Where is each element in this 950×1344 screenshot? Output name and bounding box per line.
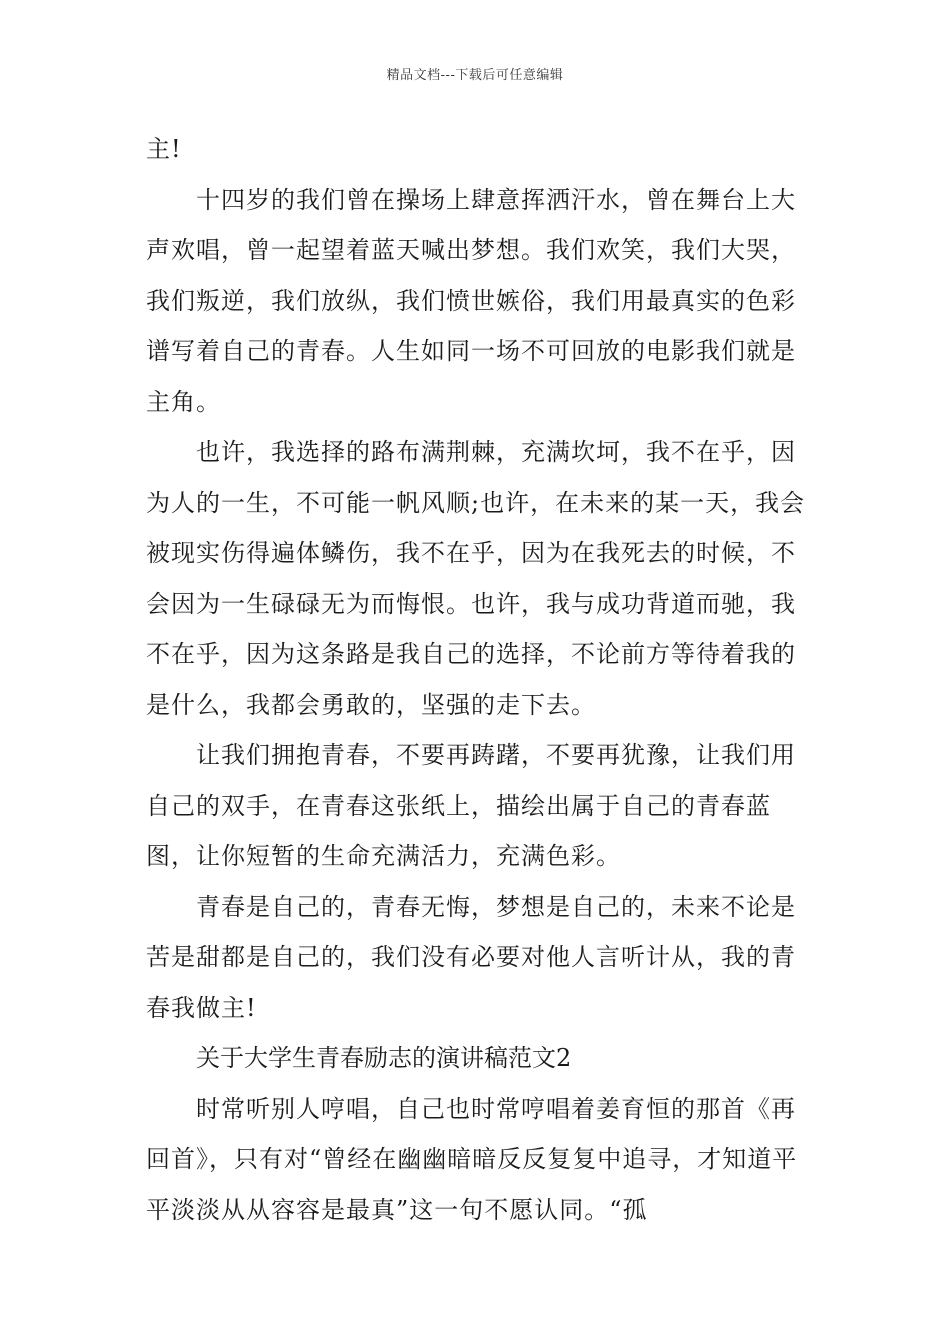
paragraph: 青春是自己的，青春无悔，梦想是自己的，未来不论是苦是甜都是自己的，我们没有必要对他人言听计从，我的青春我做主! [146, 892, 796, 1022]
paragraph: 主! [146, 135, 182, 163]
document-body [146, 124, 806, 1235]
page-header: 精品文档---下载后可任意编辑 [386, 68, 564, 83]
paragraph: 让我们拥抱青春，不要再踌躇，不要再犹豫，让我们用自己的双手，在青春这张纸上，描绘出属于自己的青春蓝图，让你短暂的生命充满活力，充满色彩。 [146, 741, 796, 870]
paragraph: 十四岁的我们曾在操场上肆意挥洒汗水，曾在舞台上大声欢唱，曾一起望着蓝天喊出梦想。我们欢笑，我们大哭，我们叛逆，我们放纵，我们愤世嫉俗，我们用最真实的色彩谱写着自己的青春。人生如同一场不可回放的电影我们就是主角。 [146, 185, 796, 416]
section-heading: 关于大学生青春励志的演讲稿范文2 [196, 1044, 572, 1072]
paragraph: 也许，我选择的路布满荆棘，充满坎坷，我不在乎，因为人的一生，不可能一帆风顺;也许，在未来的某一天，我会被现实伤得遍体鳞伤，我不在乎，因为在我死去的时候，不会因为一生碌碌无为而悔恨。也许，我与成功背道而驰，我不在乎，因为这条路是我自己的选择，不论前方等待着我的是什么，我都会勇敢的，坚强的走下去。 [146, 438, 806, 719]
paragraph: 时常听别人哼唱，自己也时常哼唱着姜育恒的那首《再回首》，只有对“曾经在幽幽暗暗反反复复中追寻，才知道平平淡淡从从容容是最真”这一句不愿认同。“孤 [146, 1094, 798, 1224]
